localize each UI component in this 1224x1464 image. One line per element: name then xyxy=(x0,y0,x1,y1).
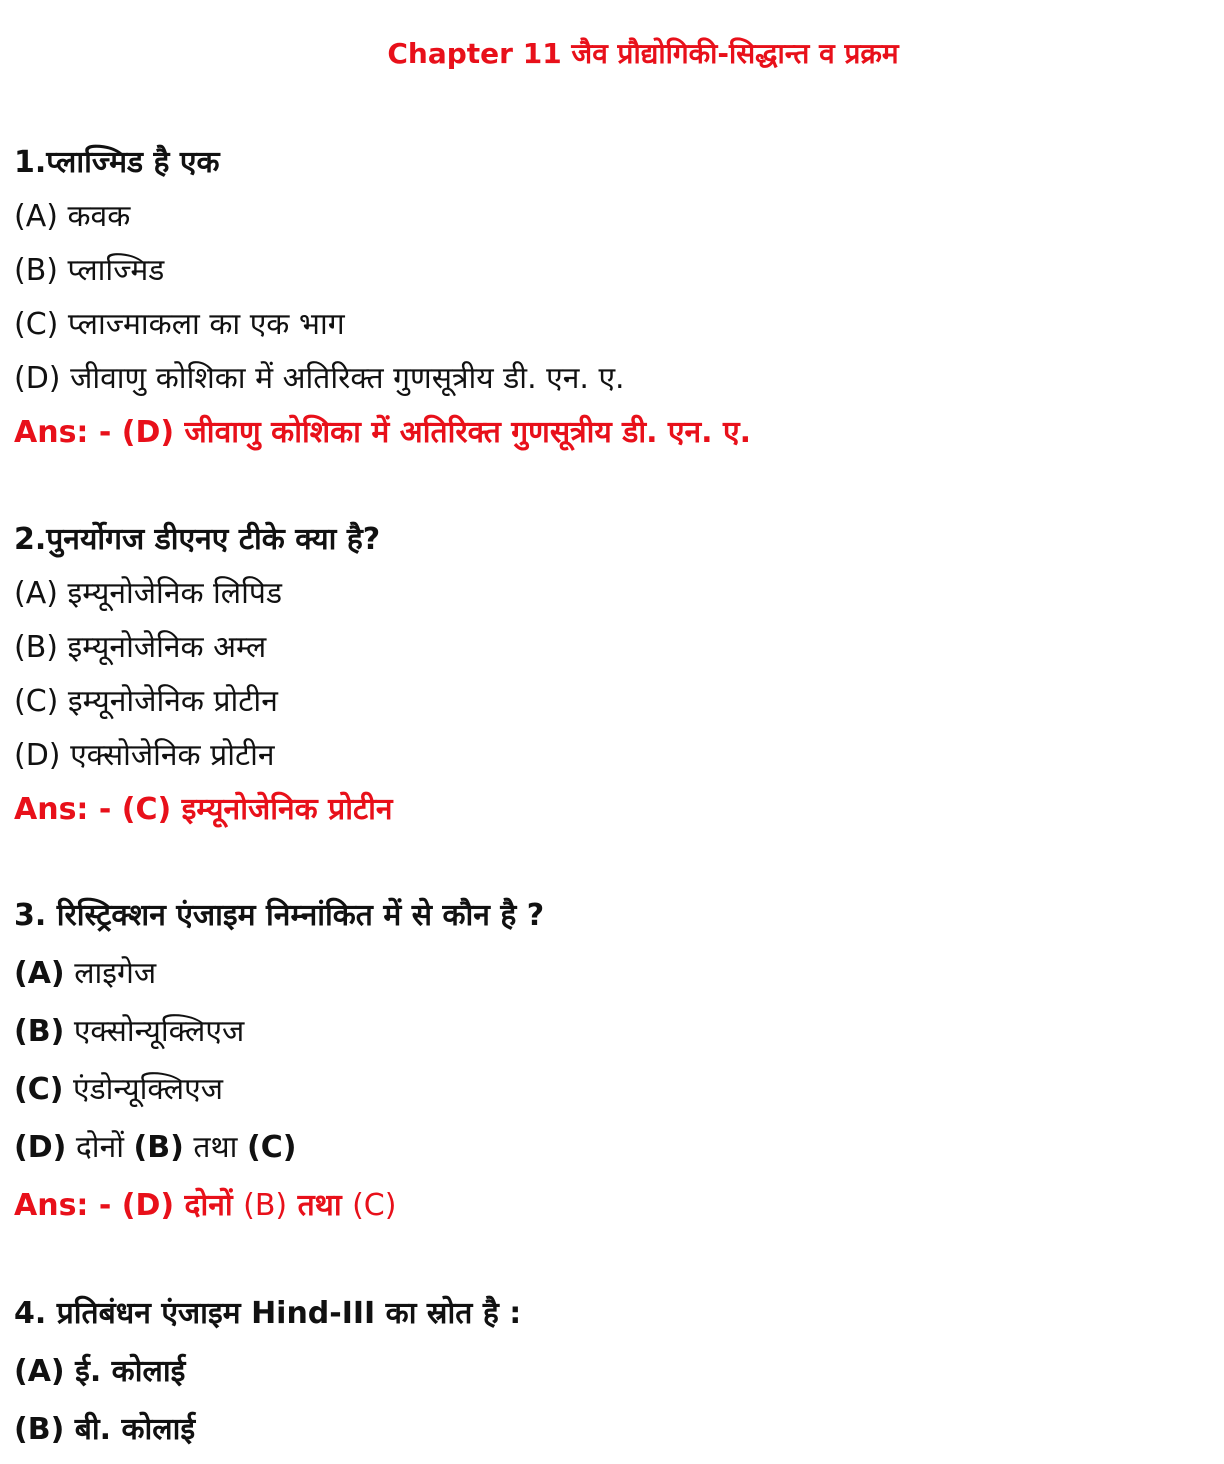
page-title: Chapter 11 जैव प्रौद्योगिकी-सिद्धान्त व प्रक्रम xyxy=(387,37,899,70)
q2-option-b xyxy=(14,628,266,668)
option-text: प्लाज्माकला का एक भाग xyxy=(67,307,345,342)
q2-option-c xyxy=(14,682,278,722)
question-1: 1.प्लाज्मिड है एक xyxy=(14,145,220,180)
q3-option-d xyxy=(14,1128,296,1168)
option-key: (A) xyxy=(14,199,58,234)
answer-text: दोनों xyxy=(184,1188,233,1223)
q2-option-a xyxy=(14,574,282,614)
option-text: इम्यूनोजेनिक अम्ल xyxy=(67,630,267,665)
option-text: इम्यूनोजेनिक लिपिड xyxy=(67,576,283,611)
answer-text: इम्यूनोजेनिक प्रोटीन xyxy=(181,792,393,827)
answer-text: जीवाणु कोशिका में अतिरिक्त गुणसूत्रीय डी. एन. ए. xyxy=(184,415,751,450)
option-end-key: (C) xyxy=(246,1130,297,1165)
option-mid-text: तथा xyxy=(193,1130,238,1165)
option-text: ई. कोलाई xyxy=(75,1354,186,1389)
q3-option-a xyxy=(14,954,156,994)
answer-end: (C) xyxy=(352,1188,397,1223)
answer-prefix: Ans: - (C) xyxy=(14,792,172,827)
question-4: 4. प्रतिबंधन एंजाइम Hind-III का स्रोत है : xyxy=(14,1296,522,1331)
q2-option-d xyxy=(14,736,275,776)
option-text: बी. कोलाई xyxy=(74,1412,196,1447)
q1-option-a xyxy=(14,197,130,237)
q4-option-b xyxy=(14,1410,195,1450)
question-2: 2.पुनर्योगज डीएनए टीके क्या है? xyxy=(14,522,381,557)
q1-option-d xyxy=(14,359,625,399)
option-key: (A) xyxy=(14,956,65,991)
option-text: जीवाणु कोशिका में अतिरिक्त गुणसूत्रीय डी. एन. ए. xyxy=(70,361,625,396)
option-key: (D) xyxy=(14,738,61,773)
answer-prefix: Ans: - (D) xyxy=(14,415,175,450)
option-key: (D) xyxy=(14,361,61,396)
q4-option-a xyxy=(14,1352,185,1392)
option-text: प्लाज्मिड xyxy=(67,253,165,288)
option-key: (D) xyxy=(14,1130,67,1165)
option-key: (B) xyxy=(14,1412,65,1447)
option-key: (C) xyxy=(14,684,59,719)
option-key: (B) xyxy=(14,630,58,665)
option-text: इम्यूनोजेनिक प्रोटीन xyxy=(67,684,278,719)
option-text: कवक xyxy=(67,199,131,234)
option-key: (C) xyxy=(14,1072,64,1107)
option-key: (C) xyxy=(14,307,59,342)
answer-mid-text: तथा xyxy=(297,1188,342,1223)
option-mid-key: (B) xyxy=(133,1130,184,1165)
q1-option-c xyxy=(14,305,345,345)
option-text: एक्सोन्यूक्लिएज xyxy=(73,1014,245,1049)
q3-option-c xyxy=(14,1070,223,1110)
option-text: लाइगेज xyxy=(74,956,157,991)
question-3: 3. रिस्ट्रिक्शन एंजाइम निम्नांकित में से कौन है ? xyxy=(14,898,545,933)
q2-answer xyxy=(14,790,393,830)
option-key: (B) xyxy=(14,1014,65,1049)
answer-mid: (B) xyxy=(243,1188,288,1223)
option-key: (A) xyxy=(14,1354,65,1389)
option-text: एंडोन्यूक्लिएज xyxy=(73,1072,223,1107)
q1-option-b xyxy=(14,251,164,291)
q3-option-b xyxy=(14,1012,244,1052)
q3-answer xyxy=(14,1186,396,1226)
answer-prefix: Ans: - (D) xyxy=(14,1188,175,1223)
option-key: (A) xyxy=(14,576,58,611)
q1-answer xyxy=(14,413,751,453)
option-text: दोनों xyxy=(75,1130,124,1165)
option-key: (B) xyxy=(14,253,58,288)
option-text: एक्सोजेनिक प्रोटीन xyxy=(70,738,275,773)
